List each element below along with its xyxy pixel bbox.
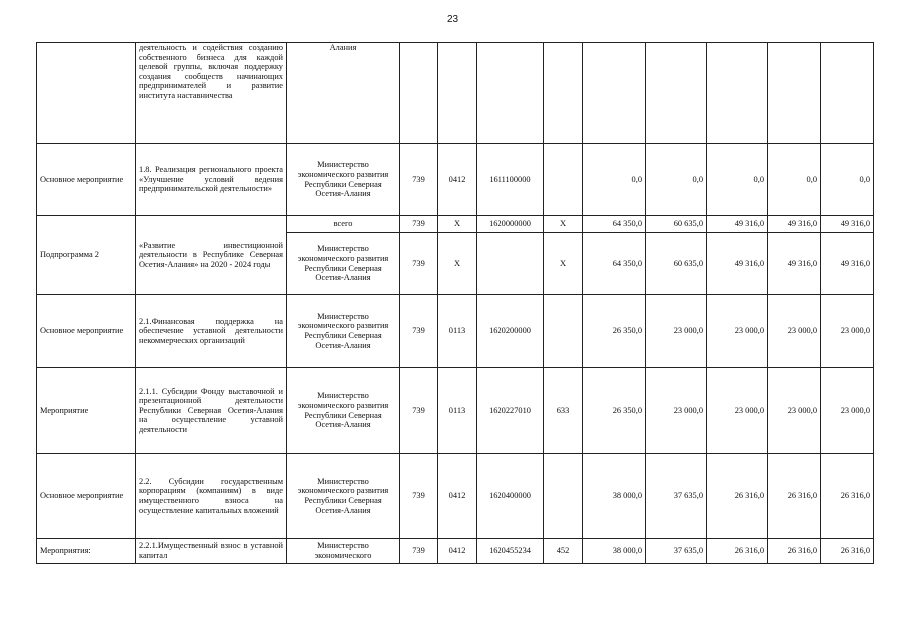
row-y5: 23 000,0	[821, 368, 874, 454]
row-vr	[544, 43, 583, 144]
row-y3: 26 316,0	[707, 539, 768, 564]
row-type: Мероприятия:	[37, 539, 136, 564]
row-responsible: Министерство экономического развития Республики Северная Осетия-Алания	[287, 233, 400, 295]
row-y1: 26 350,0	[583, 295, 646, 368]
row-csr: 1620455234	[477, 539, 544, 564]
row-y4: 49 316,0	[768, 233, 821, 295]
row-y5: 23 000,0	[821, 295, 874, 368]
row-y4	[768, 43, 821, 144]
row-name: 1.8. Реализация регионального проекта «Улучшение условий ведения предпринимательской деятельности»	[136, 144, 287, 216]
row-rzpr	[438, 43, 477, 144]
row-csr: 1620400000	[477, 454, 544, 539]
row-y3: 49 316,0	[707, 233, 768, 295]
row-grbs: 739	[400, 233, 438, 295]
table-row	[37, 295, 874, 368]
row-vr: 452	[544, 539, 583, 564]
row-type: Основное мероприятие	[37, 295, 136, 368]
row-y2: 60 635,0	[646, 216, 707, 233]
row-y3: 23 000,0	[707, 368, 768, 454]
row-vr: 633	[544, 368, 583, 454]
table-row	[37, 454, 874, 539]
row-grbs: 739	[400, 454, 438, 539]
row-responsible: Министерство экономического развития Республики Северная Осетия-Алания	[287, 144, 400, 216]
row-y1	[583, 43, 646, 144]
row-type: Основное мероприятие	[37, 454, 136, 539]
table-row	[37, 368, 874, 454]
row-csr	[477, 233, 544, 295]
row-y3: 23 000,0	[707, 295, 768, 368]
row-rzpr: 0113	[438, 295, 477, 368]
row-csr	[477, 43, 544, 144]
row-rzpr: 0412	[438, 144, 477, 216]
row-name: деятельность и содействия созданию собственного бизнеса для каждой целевой группы, включая поддержку создания сообществ начинающих предпринимателей и развитие института наставничества	[136, 43, 287, 144]
row-name: 2.1.1. Субсидии Фонду выставочной и презентационной деятельности Республики Северная Осетия-Алания на осуществление уставной деятельности	[136, 368, 287, 454]
row-grbs	[400, 43, 438, 144]
row-y4: 49 316,0	[768, 216, 821, 233]
row-rzpr: 0113	[438, 368, 477, 454]
row-rzpr: Х	[438, 216, 477, 233]
row-responsible: Министерство экономического развития Республики Северная Осетия-Алания	[287, 454, 400, 539]
row-y4: 23 000,0	[768, 295, 821, 368]
row-grbs: 739	[400, 144, 438, 216]
row-vr: Х	[544, 233, 583, 295]
page-number: 23	[446, 14, 459, 25]
row-y5	[821, 43, 874, 144]
row-y3	[707, 43, 768, 144]
table-row	[37, 216, 874, 233]
row-y1: 26 350,0	[583, 368, 646, 454]
row-y4: 26 316,0	[768, 454, 821, 539]
budget-table	[36, 42, 874, 564]
row-y5: 0,0	[821, 144, 874, 216]
row-vr	[544, 454, 583, 539]
row-y1: 38 000,0	[583, 539, 646, 564]
row-responsible: Министерство экономического развития Республики Северная Осетия-Алания	[287, 368, 400, 454]
row-y3: 26 316,0	[707, 454, 768, 539]
row-y2	[646, 43, 707, 144]
row-y4: 26 316,0	[768, 539, 821, 564]
row-responsible: Министерство экономического	[287, 539, 400, 564]
row-y2: 37 635,0	[646, 454, 707, 539]
table-row	[37, 539, 874, 564]
row-y4: 23 000,0	[768, 368, 821, 454]
row-name: 2.2.1.Имущественный взнос в уставной капитал	[136, 539, 287, 564]
row-y2: 60 635,0	[646, 233, 707, 295]
row-vr: Х	[544, 216, 583, 233]
row-y1: 0,0	[583, 144, 646, 216]
row-y3: 49 316,0	[707, 216, 768, 233]
row-responsible: Алания	[287, 43, 400, 144]
row-grbs: 739	[400, 295, 438, 368]
row-responsible: всего	[287, 216, 400, 233]
row-y5: 26 316,0	[821, 539, 874, 564]
row-y1: 64 350,0	[583, 233, 646, 295]
row-csr: 1620227010	[477, 368, 544, 454]
row-rzpr: Х	[438, 233, 477, 295]
row-y4: 0,0	[768, 144, 821, 216]
row-grbs: 739	[400, 539, 438, 564]
row-y5: 49 316,0	[821, 233, 874, 295]
row-vr	[544, 295, 583, 368]
row-type: Мероприятие	[37, 368, 136, 454]
row-y2: 23 000,0	[646, 295, 707, 368]
row-vr	[544, 144, 583, 216]
row-grbs: 739	[400, 368, 438, 454]
table-row	[37, 144, 874, 216]
row-type: Подпрограмма 2	[37, 216, 136, 295]
row-csr: 1620000000	[477, 216, 544, 233]
row-grbs: 739	[400, 216, 438, 233]
row-y2: 37 635,0	[646, 539, 707, 564]
row-y3: 0,0	[707, 144, 768, 216]
row-type	[37, 43, 136, 144]
row-csr: 1611100000	[477, 144, 544, 216]
row-name: 2.1.Финансовая поддержка на обеспечение уставной деятельности некоммерческих организаций	[136, 295, 287, 368]
row-y5: 26 316,0	[821, 454, 874, 539]
row-name: «Развитие инвестиционной деятельности в Республике Северная Осетия-Алания» на 2020 - 2024 годы	[136, 216, 287, 295]
row-y2: 23 000,0	[646, 368, 707, 454]
row-rzpr: 0412	[438, 539, 477, 564]
row-rzpr: 0412	[438, 454, 477, 539]
row-name: 2.2. Субсидии государственным корпорациям (компаниям) в виде имущественного взноса на осуществление капитальных вложений	[136, 454, 287, 539]
row-type: Основное мероприятие	[37, 144, 136, 216]
row-y1: 64 350,0	[583, 216, 646, 233]
row-y1: 38 000,0	[583, 454, 646, 539]
row-y5: 49 316,0	[821, 216, 874, 233]
table-row	[37, 43, 874, 144]
row-y2: 0,0	[646, 144, 707, 216]
row-csr: 1620200000	[477, 295, 544, 368]
row-responsible: Министерство экономического развития Республики Северная Осетия-Алания	[287, 295, 400, 368]
